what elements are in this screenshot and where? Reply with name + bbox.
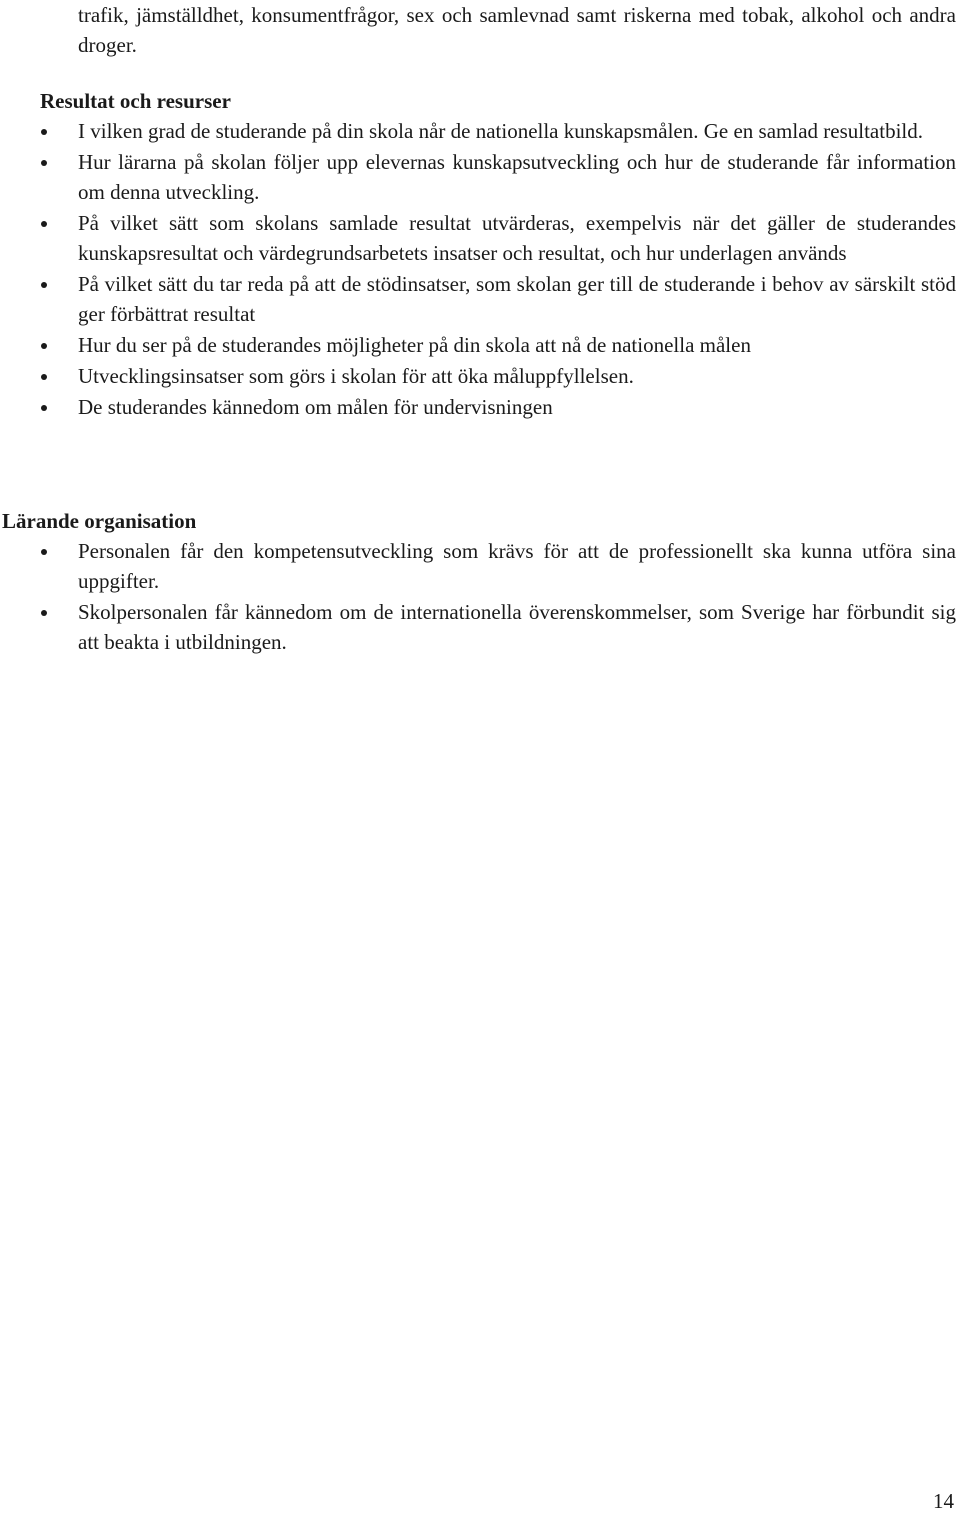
bullet-icon bbox=[41, 610, 47, 616]
list-item bbox=[0, 269, 960, 329]
list-item-text: Hur du ser på de studerandes möjligheter på din skola att nå de nationella målen bbox=[78, 333, 751, 357]
bullet-icon bbox=[41, 343, 47, 349]
section-heading-resultat: Resultat och resurser bbox=[40, 89, 231, 113]
list-item-text: Skolpersonalen får kännedom om de internationella överenskommelser, som Sverige har förbundit sig att beakta i utbildningen. bbox=[78, 600, 956, 654]
list-item bbox=[0, 147, 960, 207]
bullet-list-larande-organisation bbox=[0, 536, 960, 658]
intro-paragraph: trafik, jämställdhet, konsumentfrågor, sex och samlevnad samt riskerna med tobak, alkohol och andra droger. bbox=[78, 3, 956, 57]
bullet-icon bbox=[41, 374, 47, 380]
bullet-icon bbox=[41, 221, 47, 227]
list-item bbox=[0, 208, 960, 268]
list-item bbox=[0, 330, 960, 360]
list-item-text: På vilket sätt du tar reda på att de stödinsatser, som skolan ger till de studerande i behov av särskilt stöd ger förbättrat resultat bbox=[78, 272, 956, 326]
list-item-text: Hur lärarna på skolan följer upp elevernas kunskapsutveckling och hur de studerande får information om denna utveckling. bbox=[78, 150, 956, 204]
bullet-icon bbox=[41, 160, 47, 166]
bullet-icon bbox=[41, 405, 47, 411]
list-item bbox=[0, 392, 960, 422]
bullet-list-resultat bbox=[0, 116, 960, 423]
list-item-text: Utvecklingsinsatser som görs i skolan för att öka måluppfyllelsen. bbox=[78, 364, 634, 388]
list-item-text: De studerandes kännedom om målen för undervisningen bbox=[78, 395, 553, 419]
list-item-text: I vilken grad de studerande på din skola når de nationella kunskapsmålen. Ge en samlad resultatbild. bbox=[78, 119, 923, 143]
list-item bbox=[0, 116, 960, 146]
list-item bbox=[0, 361, 960, 391]
bullet-icon bbox=[41, 549, 47, 555]
list-item bbox=[0, 536, 960, 596]
bullet-icon bbox=[41, 282, 47, 288]
list-item-text: På vilket sätt som skolans samlade resultat utvärderas, exempelvis när det gäller de studerandes kunskapsresultat och värdegrundsarbetets insatser och resultat, och hur underlagen används bbox=[78, 211, 956, 265]
page-number: 14 bbox=[933, 1489, 954, 1513]
section-heading-larande-organisation: Lärande organisation bbox=[2, 509, 197, 533]
list-item bbox=[0, 597, 960, 657]
bullet-icon bbox=[41, 129, 47, 135]
list-item-text: Personalen får den kompetensutveckling som krävs för att de professionellt ska kunna utföra sina uppgifter. bbox=[78, 539, 956, 593]
